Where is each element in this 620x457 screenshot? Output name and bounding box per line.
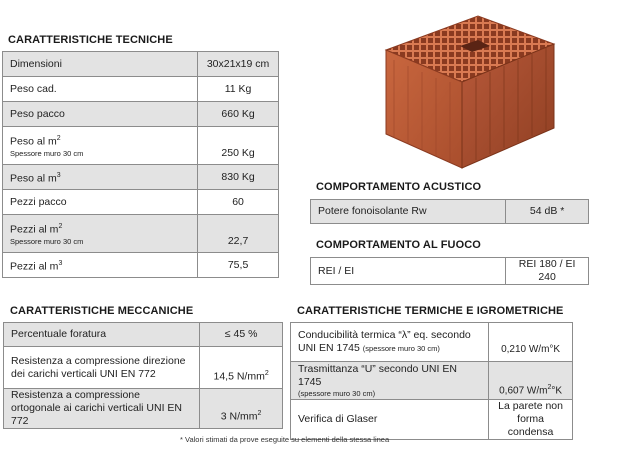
table-row	[291, 323, 573, 362]
row-value: 11 Kg	[198, 77, 279, 102]
row-label-cell	[3, 127, 198, 165]
table-row	[3, 127, 279, 165]
table-row	[311, 200, 589, 224]
mechanical-table	[3, 322, 283, 429]
technical-title: CARATTERISTICHE TECNICHE	[8, 34, 173, 46]
row-value: La parete non forma condensa	[489, 400, 573, 440]
row-label: Percentuale foratura	[4, 323, 200, 347]
row-label-cell	[3, 165, 198, 190]
fire-title: COMPORTAMENTO AL FUOCO	[316, 239, 481, 251]
row-note: (spessore muro 30 cm)	[362, 344, 440, 353]
row-value: 660 Kg	[198, 102, 279, 127]
mechanical-title: CARATTERISTICHE MECCANICHE	[10, 305, 194, 317]
row-label-sup: 3	[58, 259, 63, 267]
row-note: Spessore muro 30 cm	[10, 236, 84, 246]
row-label: Peso al m	[10, 135, 57, 148]
row-label-cell	[3, 253, 198, 278]
table-row	[4, 347, 283, 389]
table-row	[3, 52, 279, 77]
row-value: 0,607 W/m	[499, 385, 548, 396]
row-value-unit: °K	[551, 385, 563, 396]
acoustic-table	[310, 199, 589, 224]
row-label-sup: 2	[58, 223, 63, 231]
table-row	[291, 362, 573, 400]
row-label-cell	[291, 362, 489, 400]
row-value: 3 N/mm	[220, 410, 258, 422]
row-value-cell	[489, 362, 573, 400]
row-label-sup: 2	[56, 135, 61, 143]
row-note: (spessore muro 30 cm)	[298, 388, 376, 398]
row-value: 30x21x19 cm	[198, 52, 279, 77]
technical-table	[2, 51, 279, 278]
table-row	[3, 215, 279, 253]
row-value: 75,5	[198, 253, 279, 278]
table-row	[3, 190, 279, 215]
table-row	[3, 165, 279, 190]
row-label: Trasmittanza “U” secondo UNI EN 1745	[298, 362, 457, 388]
row-label: Pezzi pacco	[3, 190, 198, 215]
row-value-sup: 2	[547, 383, 552, 391]
row-value: 14,5 N/mm	[213, 370, 265, 382]
row-value-cell	[200, 389, 283, 429]
acoustic-value: 54 dB *	[506, 200, 589, 224]
thermal-title: CARATTERISTICHE TERMICHE E IGROMETRICHE	[297, 305, 564, 317]
row-label: Pezzi al m	[10, 260, 59, 273]
table-row	[4, 389, 283, 429]
row-label: Peso cad.	[3, 77, 198, 102]
row-label: Dimensioni	[3, 52, 198, 77]
footnote: * Valori stimati da prove eseguite su elementi della stessa linea	[180, 435, 390, 444]
fire-label: REI / EI	[311, 258, 506, 285]
row-value-sup: 2	[264, 369, 269, 377]
row-label: Verifica di Glaser	[291, 400, 489, 440]
row-label: Peso pacco	[3, 102, 198, 127]
table-row	[291, 400, 573, 440]
row-label-cell	[3, 215, 198, 253]
row-label: Resistenza a compressione direzione dei carichi verticali UNI EN 772	[4, 347, 200, 389]
row-value: 22,7	[198, 215, 279, 253]
row-value: 60	[198, 190, 279, 215]
row-label: Peso al m	[10, 172, 57, 185]
table-row	[3, 102, 279, 127]
table-row	[4, 323, 283, 347]
table-row	[3, 253, 279, 278]
row-value-cell	[200, 347, 283, 389]
row-label-cell	[291, 323, 489, 362]
row-label: Pezzi al m	[10, 223, 59, 236]
row-label: Conducibilità termica “λ” eq. secondo UNI EN 1745	[298, 329, 471, 354]
row-note: Spessore muro 30 cm	[10, 148, 84, 158]
row-value: 250 Kg	[198, 127, 279, 165]
row-value: ≤ 45 %	[200, 323, 283, 347]
thermal-table	[290, 322, 573, 440]
fire-table	[310, 257, 589, 285]
row-label: Resistenza a compressione ortogonale ai carichi verticali UNI EN 772	[4, 389, 200, 429]
table-row	[3, 77, 279, 102]
table-row	[311, 258, 589, 285]
acoustic-title: COMPORTAMENTO ACUSTICO	[316, 181, 482, 193]
row-value-sup: 2	[257, 409, 262, 417]
row-value: 0,210 W/m°K	[489, 323, 573, 362]
fire-value: REI 180 / EI 240	[506, 258, 589, 285]
acoustic-label: Potere fonoisolante Rw	[311, 200, 506, 224]
brick-product-image	[378, 2, 560, 170]
row-label-sup: 3	[56, 171, 61, 179]
row-value: 830 Kg	[198, 165, 279, 190]
